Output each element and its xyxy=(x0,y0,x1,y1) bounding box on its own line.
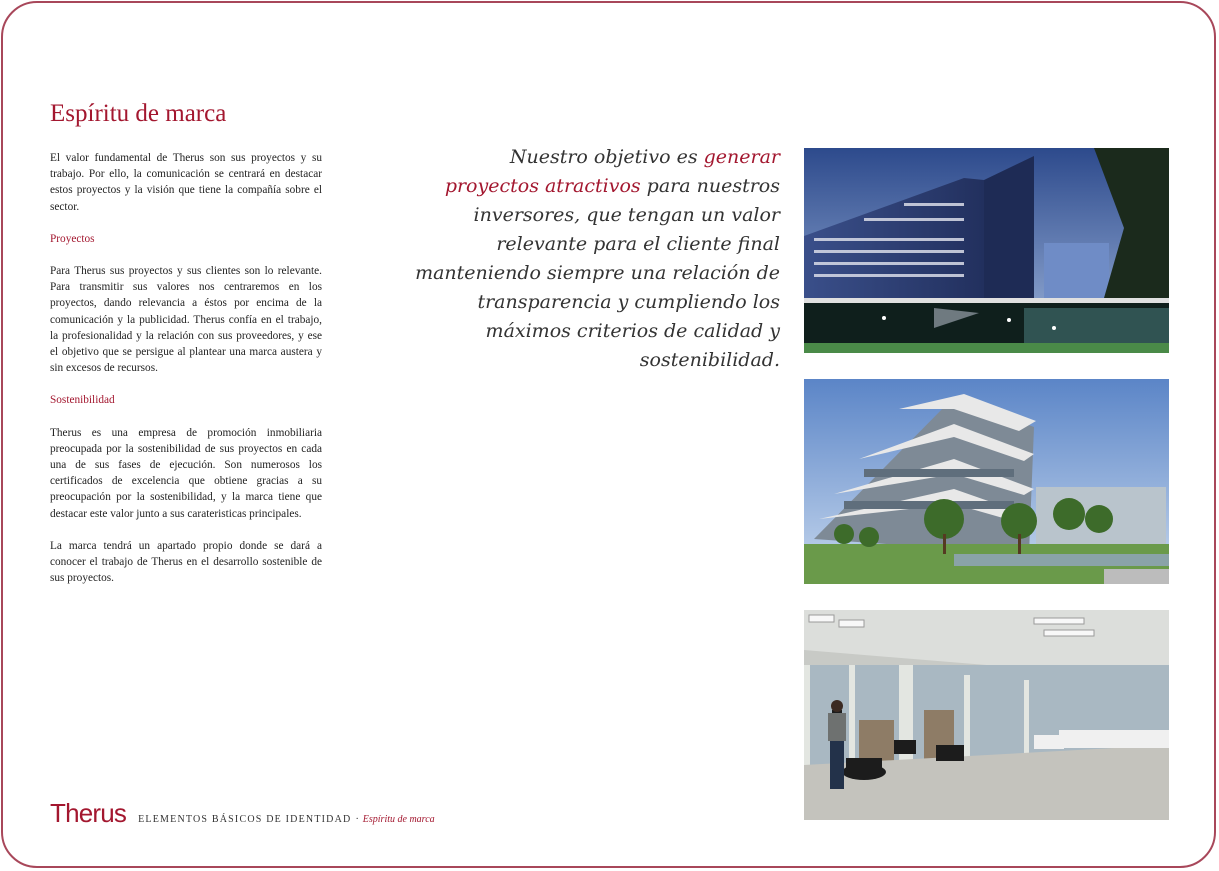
footer xyxy=(50,798,435,829)
quote-after: para nuestros inversores, que tengan un valor relevante para el cliente final manteniendo siempre una relación de transparencia y cumpliendo los máximos criterios de calidad y sostenibilidad. xyxy=(415,175,780,371)
footer-section: Espíritu de marca xyxy=(362,814,435,825)
body-column xyxy=(50,150,322,602)
section-text-sostenibilidad: Therus es una empresa de promoción inmobiliaria preocupada por la sostenibilidad de sus proyectos en cada una de sus fases de ejecución. Son numerosos los certificados de excelencia que obtiene gracias a su preocupación por la sostenibilidad, y la marca tiene que destacar este valor junto a sus carateristicas principales. xyxy=(50,426,322,520)
footer-separator: · xyxy=(355,814,359,825)
section-heading-sostenibilidad: Sostenibilidad xyxy=(50,394,115,407)
quote-highlight: generar proyectos atractivos xyxy=(444,146,780,197)
section-heading-proyectos: Proyectos xyxy=(50,232,95,245)
section-text-proyectos: Para Therus sus proyectos y sus clientes son lo relevante. Para transmitir sus valores nos centraremos en los proyectos, dando relevancia a éstos por encima de la comunicación y la publicidad. Therus confía en el trabajo, la profesionalidad y la relación con sus proveedores, y ese el objetivo que se persigue al plantear una marca austera y sin excesos de recursos. xyxy=(50,265,322,375)
page-title: Espíritu de marca xyxy=(50,100,227,127)
photo-office-interior xyxy=(804,610,1169,820)
section-text-sostenibilidad-2: La marca tendrá un apartado propio donde se dará a conocer el trabajo de Therus en el desarrollo sostenible de sus proyectos. xyxy=(50,539,322,585)
photo-office-building-dusk xyxy=(804,148,1169,353)
photo-modern-building-trees xyxy=(804,379,1169,584)
quote-before: Nuestro objetivo es xyxy=(509,146,704,168)
intro-paragraph: El valor fundamental de Therus son sus proyectos y su trabajo. Por ello, la comunicación se centrará en destacar estos proyectos y la visión que tiene la compañía sobre el sector. xyxy=(50,152,322,213)
footer-label: ELEMENTOS BÁSICOS DE IDENTIDAD xyxy=(138,814,352,825)
pull-quote xyxy=(415,143,780,375)
therus-logo: Therus xyxy=(50,798,127,828)
